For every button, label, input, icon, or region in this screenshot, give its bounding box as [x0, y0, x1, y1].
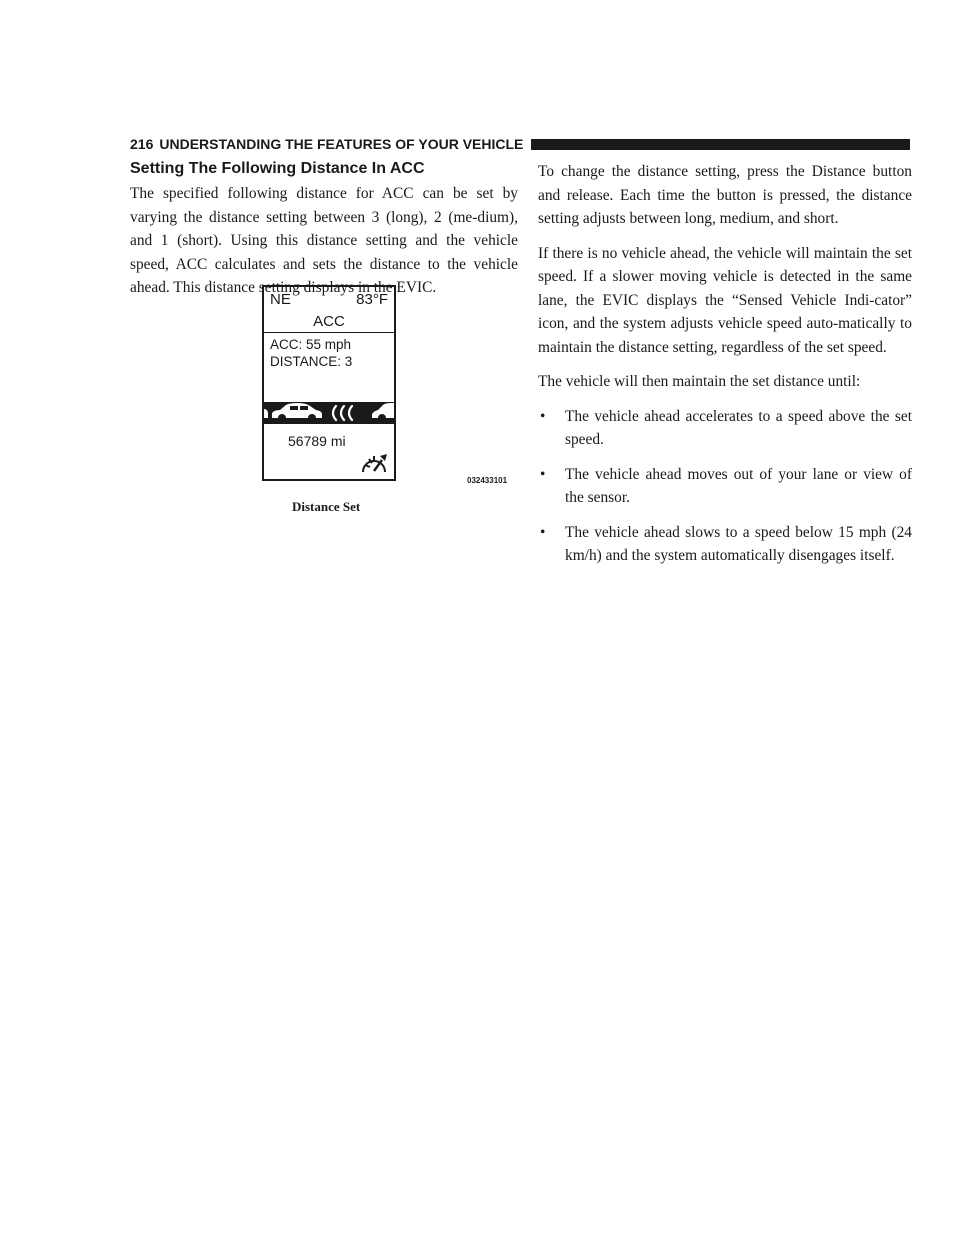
evic-divider [264, 332, 394, 333]
list-item-text: The vehicle ahead slows to a speed below 15 mph (24 km/h) and the system automatically disengages itself. [565, 523, 912, 564]
list-item-text: The vehicle ahead accelerates to a speed above the set speed. [565, 407, 912, 448]
acc-speed-readout: ACC: 55 mph [270, 337, 352, 352]
bullet-icon: • [540, 465, 546, 483]
page-number: 216 [130, 136, 154, 152]
paragraph-no-vehicle: If there is no vehicle ahead, the vehicle will maintain the set speed. If a slower moving vehicle is detected in the same lane, the EVIC displays the “Sensed Vehicle Indi-cator” icon, and the system adjusts vehicle speed auto-matically to maintain the distance setting, regardless of the set speed. [538, 244, 912, 356]
evic-figure [262, 285, 512, 515]
speedometer-set-icon [360, 452, 390, 476]
paragraph-change-distance: To change the distance setting, press the Distance button and release. Each time the button is pressed, the distance setting adjusts between long, medium, and short. [538, 163, 912, 227]
odometer: 56789 mi [288, 433, 346, 449]
bullet-icon: • [540, 407, 546, 425]
outside-temperature: 83°F [356, 291, 388, 308]
figure-code: 032433101 [467, 476, 508, 485]
header-rule [531, 139, 910, 150]
evic-display [262, 285, 396, 481]
running-header [130, 134, 910, 154]
running-title: UNDERSTANDING THE FEATURES OF YOUR VEHICLE [159, 136, 524, 152]
compass-heading: NE [270, 291, 291, 308]
intro-paragraph: The specified following distance for ACC can be set by varying the distance setting between 3 (long), 2 (me-dium), and 1 (short). Using this distance setting and the vehicle speed, ACC calculates and sets the distance to the vehicle ahead. This distance setting displays in the EVIC. [130, 185, 518, 296]
list-item [538, 463, 912, 510]
section-heading: Setting The Following Distance In ACC [130, 160, 425, 177]
evic-top-row [270, 291, 388, 308]
list-item-text: The vehicle ahead moves out of your lane or view of the sensor. [565, 465, 912, 506]
right-column [538, 160, 912, 579]
paragraph-maintain-until: The vehicle will then maintain the set distance until: [538, 373, 861, 390]
list-item [538, 405, 912, 452]
distance-readout: DISTANCE: 3 [270, 354, 353, 369]
figure-caption: Distance Set [292, 499, 361, 514]
evic-mode: ACC [313, 313, 345, 330]
bullet-icon: • [540, 523, 546, 541]
list-item [538, 521, 912, 568]
condition-list [538, 405, 912, 568]
sensed-vehicle-indicator-icon [264, 399, 394, 427]
